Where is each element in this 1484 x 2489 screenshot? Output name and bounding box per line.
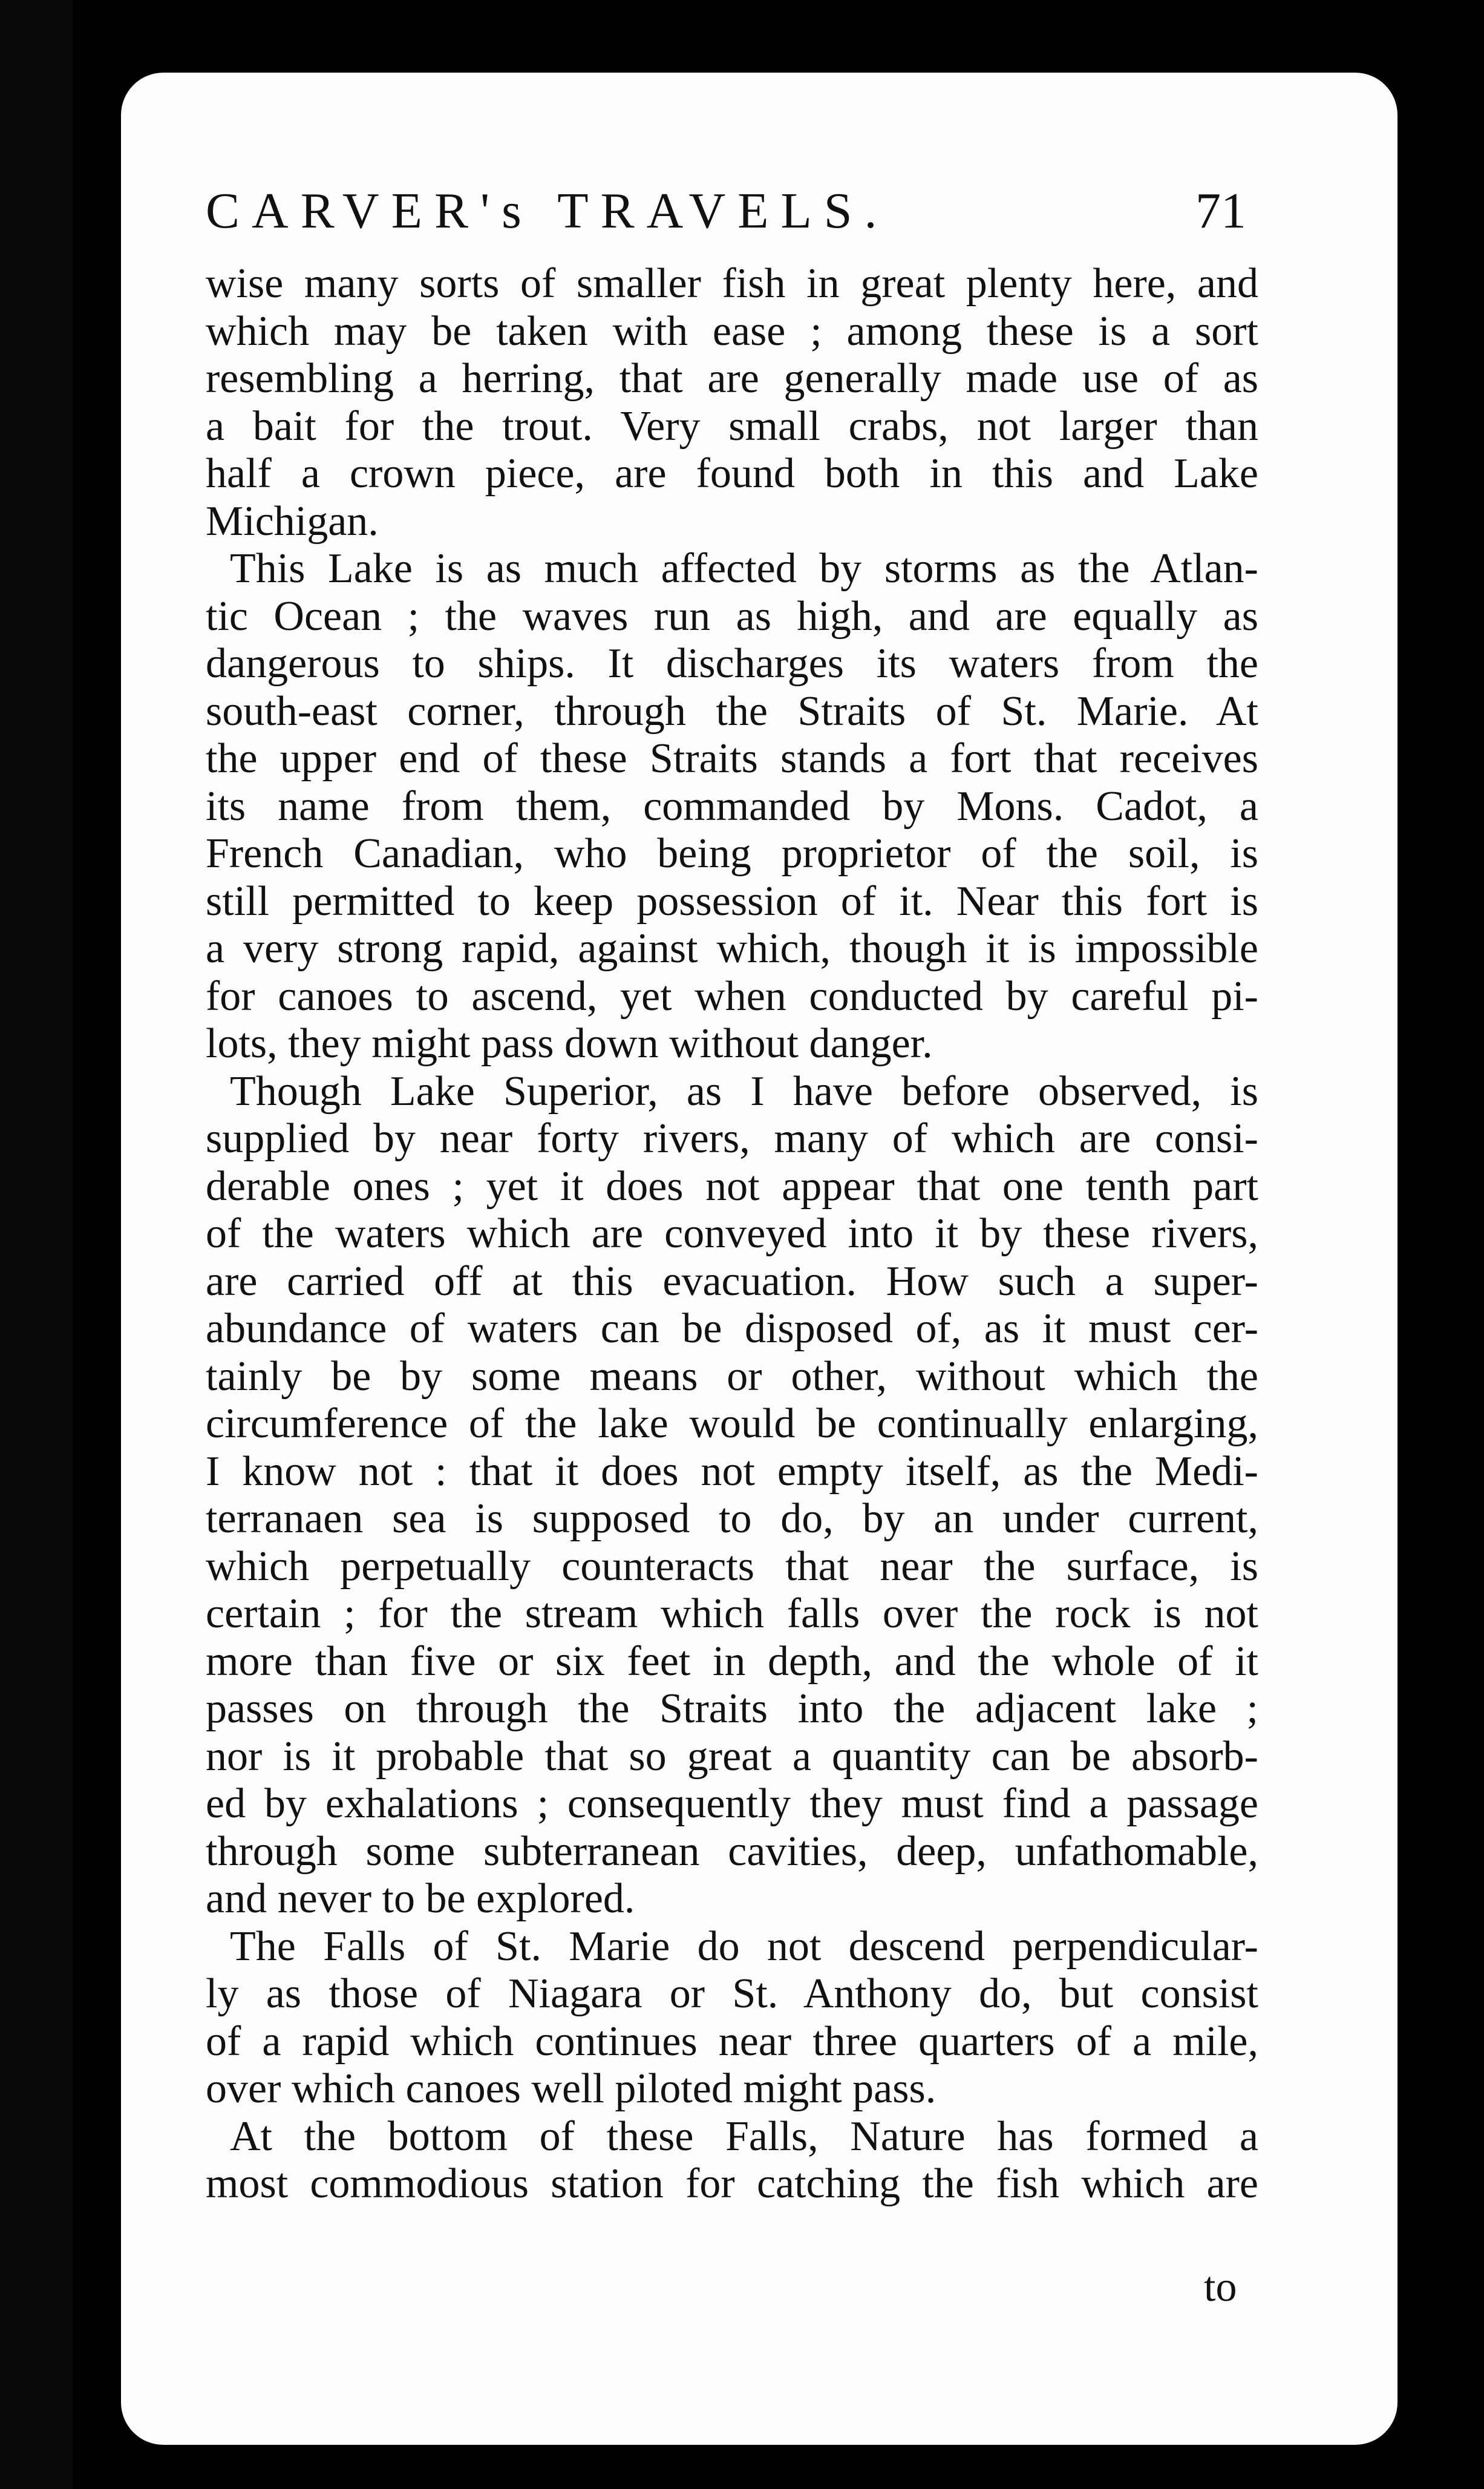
text-line-31: passes on through the Straits into the adjacent lake ; [206,1685,1258,1732]
text-line-19: supplied by near forty rivers, many of which are consi- [206,1115,1258,1162]
text-line-27: terranaen sea is supposed to do, by an under current, [206,1495,1258,1542]
text-line-30: more than five or six feet in depth, and the whole of it [206,1638,1258,1685]
text-line-40: At the bottom of these Falls, Nature has formed a [230,2113,1258,2160]
page-number: 71 [1195,183,1246,239]
text-line-24: tainly be by some means or other, without which the [206,1353,1258,1400]
running-title: CARVER's TRAVELS. [206,183,889,239]
text-line-15: a very strong rapid, against which, though it is impossible [206,925,1258,972]
text-line-5: half a crown piece, are found both in this and Lake [206,450,1258,497]
text-line-17: lots, they might pass down without danger. [206,1020,933,1067]
text-line-10: south-east corner, through the Straits of St. Marie. At [206,687,1258,735]
text-line-22: are carried off at this evacuation. How such a super- [206,1258,1258,1305]
text-line-20: derable ones ; yet it does not appear that one tenth part [206,1163,1258,1210]
catchword: to [1204,2264,1237,2310]
text-line-35: and never to be explored. [206,1875,635,1922]
text-line-26: I know not : that it does not empty itself, as the Medi- [206,1448,1258,1495]
text-line-2: which may be taken with ease ; among these is a sort [206,307,1258,355]
text-line-29: certain ; for the stream which falls over the rock is not [206,1590,1258,1637]
text-line-13: French Canadian, who being proprietor of the soil, is [206,830,1258,877]
page-header [206,182,1270,260]
text-line-16: for canoes to ascend, yet when conducted by careful pi- [206,972,1258,1020]
text-line-7: This Lake is as much affected by storms as the Atlan- [230,545,1258,592]
text-line-23: abundance of waters can be disposed of, as it must cer- [206,1305,1258,1352]
text-line-25: circumference of the lake would be continually enlarging, [206,1400,1258,1447]
text-line-28: which perpetually counteracts that near the surface, is [206,1543,1258,1590]
text-line-12: its name from them, commanded by Mons. Cadot, a [206,782,1258,830]
text-line-1: wise many sorts of smaller fish in great plenty here, and [206,260,1258,307]
text-line-36: The Falls of St. Marie do not descend perpendicular- [230,1923,1258,1970]
text-line-39: over which canoes well piloted might pass. [206,2065,936,2112]
text-line-4: a bait for the trout. Very small crabs, not larger than [206,402,1258,450]
text-line-8: tic Ocean ; the waves run as high, and are equally as [206,592,1258,640]
text-line-6: Michigan. [206,497,379,545]
body-text [206,260,1258,2208]
text-line-18: Though Lake Superior, as I have before observed, is [230,1067,1258,1115]
text-line-9: dangerous to ships. It discharges its waters from the [206,640,1258,687]
binding-edge [0,0,73,2489]
text-line-3: resembling a herring, that are generally made use of as [206,355,1258,402]
text-line-33: ed by exhalations ; consequently they must find a passage [206,1780,1258,1827]
text-line-11: the upper end of these Straits stands a fort that receives [206,735,1258,782]
text-line-21: of the waters which are conveyed into it by these rivers, [206,1210,1258,1257]
text-line-37: ly as those of Niagara or St. Anthony do, but consist [206,1970,1258,2017]
text-line-32: nor is it probable that so great a quantity can be absorb- [206,1733,1258,1780]
text-line-14: still permitted to keep possession of it. Near this fort is [206,877,1258,925]
text-line-41: most commodious station for catching the fish which are [206,2160,1258,2207]
text-line-38: of a rapid which continues near three quarters of a mile, [206,2018,1258,2065]
text-line-34: through some subterranean cavities, deep, unfathomable, [206,1828,1258,1875]
